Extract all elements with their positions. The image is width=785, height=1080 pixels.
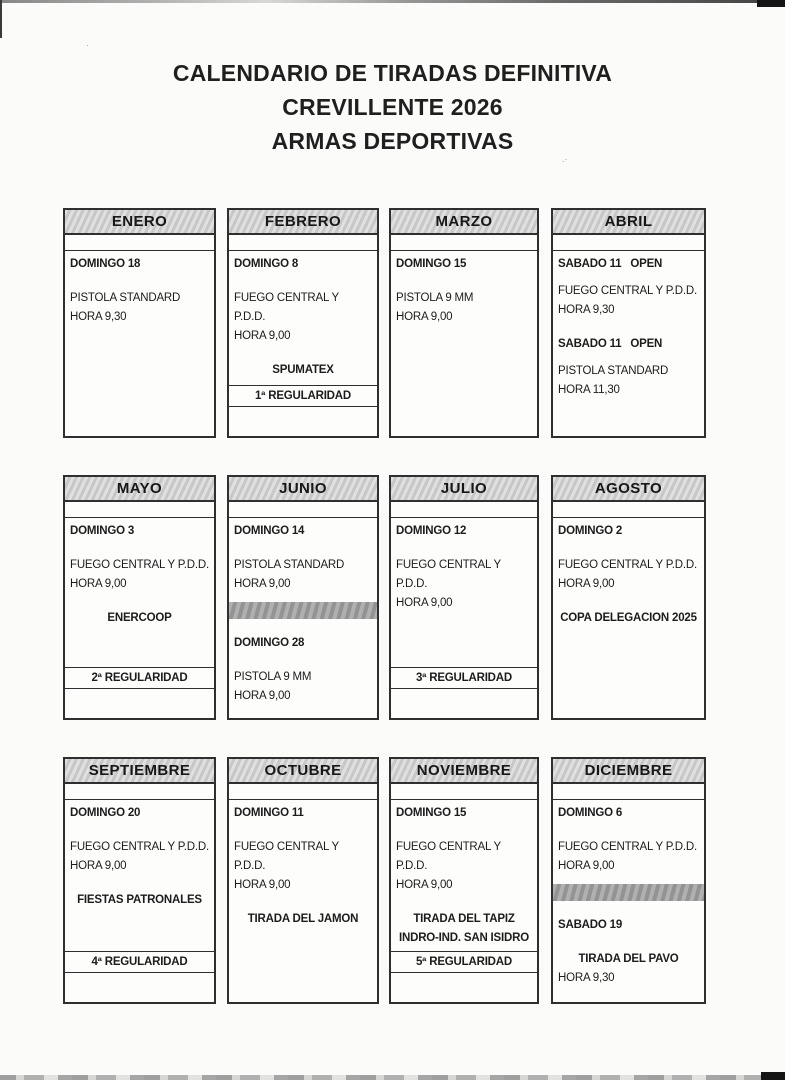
event-discipline: PISTOLA STANDARD: [558, 365, 669, 377]
title-line-3: ARMAS DEPORTIVAS: [271, 128, 514, 154]
event-discipline: PISTOLA STANDARD: [234, 559, 345, 571]
scan-speck: .·: [562, 154, 568, 164]
month-box-noviembre: [389, 757, 539, 1004]
event-time: HORA 9,30: [70, 311, 127, 323]
month-header: FEBRERO: [229, 210, 377, 235]
event-discipline: FUEGO CENTRAL Y P.D.D.: [234, 841, 342, 872]
month-header: MAYO: [65, 477, 214, 502]
event-day: DOMINGO 3: [70, 525, 135, 537]
header-gap-row: [553, 235, 704, 251]
month-header: DICIEMBRE: [553, 759, 704, 784]
month-box-agosto: [551, 475, 706, 720]
header-gap-row: [391, 235, 537, 251]
event-day: DOMINGO 28: [234, 637, 305, 649]
gray-divider-band: [553, 884, 704, 901]
event-day: SABADO 11 OPEN: [558, 338, 663, 350]
event-time: HORA 9,30: [558, 972, 615, 984]
event-day: DOMINGO 14: [234, 525, 305, 537]
event-sponsor: SPUMATEX: [272, 364, 334, 376]
regularidad-label: 4ª REGULARIDAD: [65, 951, 214, 973]
month-footer: [229, 385, 377, 436]
event-day: DOMINGO 2: [558, 525, 623, 537]
month-header: ABRIL: [553, 210, 704, 235]
month-header: MARZO: [391, 210, 537, 235]
month-body: [391, 251, 537, 327]
month-body: [391, 518, 537, 613]
event-discipline: FUEGO CENTRAL Y P.D.D.: [234, 292, 342, 323]
header-gap-row: [229, 235, 377, 251]
event-time: HORA 9,00: [70, 578, 127, 590]
event-day: DOMINGO 18: [70, 258, 141, 270]
event-time: HORA 9,00: [234, 879, 291, 891]
footer-empty-row: [65, 973, 214, 1002]
event-sponsor: ENERCOOP: [107, 612, 172, 624]
scan-artifact-bottom-right: [761, 1072, 785, 1080]
month-body: [65, 800, 214, 910]
month-box-junio: [227, 475, 379, 720]
month-box-diciembre: [551, 757, 706, 1004]
month-footer: [65, 667, 214, 718]
event-sponsor: COPA DELEGACION 2025: [560, 612, 697, 624]
month-box-abril: [551, 208, 706, 438]
month-box-mayo: [63, 475, 216, 720]
event-time: HORA 9,30: [558, 304, 615, 316]
header-gap-row: [553, 502, 704, 518]
month-box-enero: [63, 208, 216, 438]
event-day: SABADO 19: [558, 919, 623, 931]
footer-empty-row: [229, 407, 377, 436]
event-discipline: PISTOLA 9 MM: [396, 292, 474, 304]
month-box-marzo: [389, 208, 539, 438]
regularidad-label: 2ª REGULARIDAD: [65, 667, 214, 689]
month-footer: [65, 951, 214, 1002]
scan-artifact-top-right: [757, 0, 785, 7]
event-time: HORA 9,00: [396, 597, 453, 609]
month-body: [553, 518, 704, 628]
month-body: [229, 518, 377, 706]
regularidad-label: 1ª REGULARIDAD: [229, 385, 377, 407]
event-day: DOMINGO 15: [396, 807, 467, 819]
month-header: ENERO: [65, 210, 214, 235]
event-time: HORA 9,00: [558, 578, 615, 590]
scan-speck: ·: [86, 40, 89, 50]
event-day: DOMINGO 11: [234, 807, 304, 819]
event-discipline: FUEGO CENTRAL Y P.D.D.: [70, 559, 209, 571]
event-day: DOMINGO 15: [396, 258, 467, 270]
header-gap-row: [391, 784, 537, 800]
event-time: HORA 9,00: [234, 578, 291, 590]
event-sponsor: INDRO-IND. SAN ISIDRO: [399, 932, 529, 944]
month-header: JULIO: [391, 477, 537, 502]
event-day: DOMINGO 12: [396, 525, 467, 537]
event-sponsor: TIRADA DEL PAVO: [578, 953, 679, 965]
scan-artifact-bottom-edge: [0, 1075, 785, 1080]
month-footer: [391, 951, 537, 1002]
month-box-septiembre: [63, 757, 216, 1004]
event-day: DOMINGO 6: [558, 807, 623, 819]
event-day: DOMINGO 8: [234, 258, 299, 270]
event-time: HORA 9,00: [396, 879, 453, 891]
event-time: HORA 9,00: [396, 311, 453, 323]
title-line-1: CALENDARIO DE TIRADAS DEFINITIVA: [172, 60, 613, 86]
header-gap-row: [391, 502, 537, 518]
footer-empty-row: [65, 689, 214, 718]
title-line-2: CREVILLENTE 2026: [282, 94, 503, 120]
gray-divider-band: [229, 602, 377, 619]
event-discipline: PISTOLA STANDARD: [70, 292, 181, 304]
month-footer: [391, 667, 537, 718]
month-body: [229, 251, 377, 380]
event-sponsor: TIRADA DEL TAPIZ: [413, 913, 515, 925]
event-day: SABADO 11 OPEN: [558, 258, 663, 270]
month-box-julio: [389, 475, 539, 720]
month-box-octubre: [227, 757, 379, 1004]
event-time: HORA 9,00: [234, 330, 291, 342]
header-gap-row: [65, 784, 214, 800]
event-discipline: FUEGO CENTRAL Y P.D.D.: [70, 841, 209, 853]
event-discipline: FUEGO CENTRAL Y P.D.D.: [558, 559, 697, 571]
month-body: [65, 251, 214, 327]
page-title: [0, 56, 785, 158]
footer-empty-row: [391, 689, 537, 718]
month-header: JUNIO: [229, 477, 377, 502]
month-box-febrero: [227, 208, 379, 438]
footer-empty-row: [391, 973, 537, 1002]
event-discipline: FUEGO CENTRAL Y P.D.D.: [558, 285, 697, 297]
month-header: SEPTIEMBRE: [65, 759, 214, 784]
month-body: [65, 518, 214, 628]
event-sponsor: FIESTAS PATRONALES: [77, 894, 202, 906]
header-gap-row: [229, 502, 377, 518]
scan-artifact-top-edge: [0, 0, 785, 3]
month-header: OCTUBRE: [229, 759, 377, 784]
event-time: HORA 11,30: [558, 384, 620, 396]
event-discipline: PISTOLA 9 MM: [234, 671, 312, 683]
header-gap-row: [65, 502, 214, 518]
event-day: DOMINGO 20: [70, 807, 141, 819]
month-body: [553, 251, 704, 400]
month-body: [391, 800, 537, 948]
month-body: [229, 800, 377, 929]
scan-artifact-left-edge: [0, 0, 2, 38]
header-gap-row: [553, 784, 704, 800]
event-discipline: FUEGO CENTRAL Y P.D.D.: [396, 841, 504, 872]
event-time: HORA 9,00: [558, 860, 615, 872]
event-time: HORA 9,00: [234, 690, 291, 702]
regularidad-label: 5ª REGULARIDAD: [391, 951, 537, 973]
regularidad-label: 3ª REGULARIDAD: [391, 667, 537, 689]
event-sponsor: TIRADA DEL JAMON: [247, 913, 359, 925]
month-header: AGOSTO: [553, 477, 704, 502]
header-gap-row: [65, 235, 214, 251]
event-discipline: FUEGO CENTRAL Y P.D.D.: [396, 559, 504, 590]
month-header: NOVIEMBRE: [391, 759, 537, 784]
header-gap-row: [229, 784, 377, 800]
event-time: HORA 9,00: [70, 860, 127, 872]
month-body: [553, 800, 704, 988]
event-discipline: FUEGO CENTRAL Y P.D.D.: [558, 841, 697, 853]
